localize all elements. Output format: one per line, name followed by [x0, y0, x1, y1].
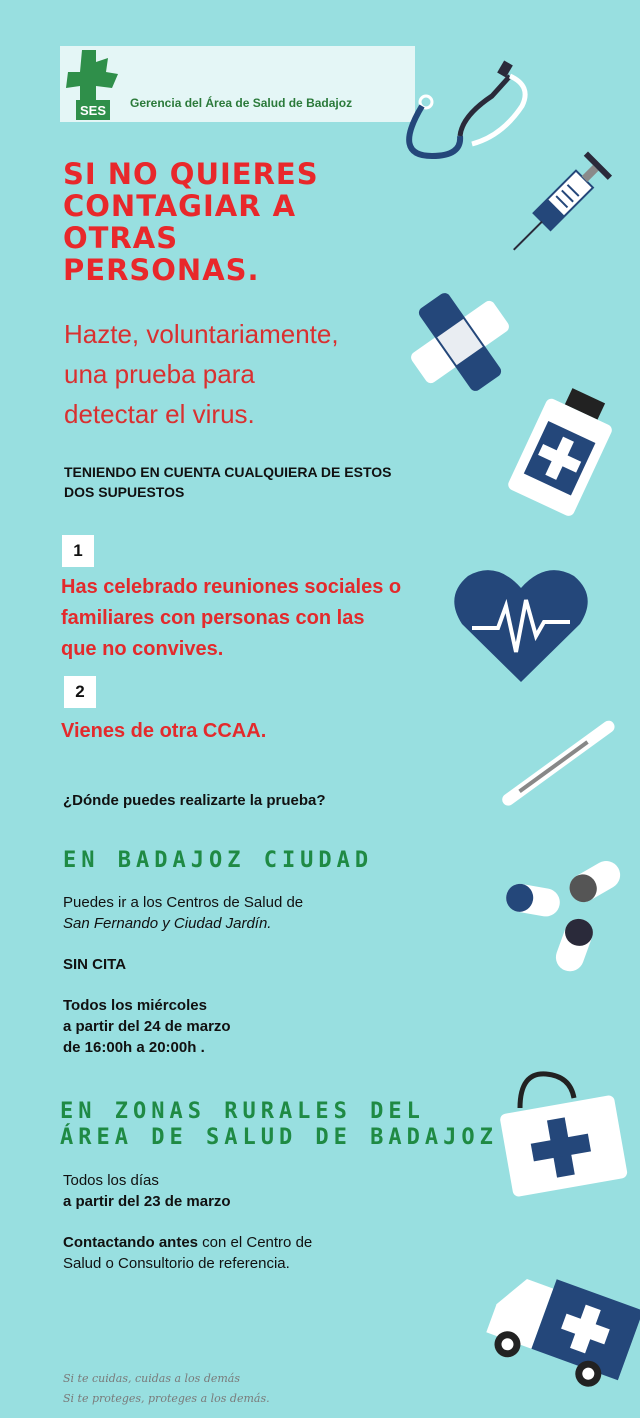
- item-text-2: Vienes de otra CCAA.: [61, 720, 267, 742]
- footer-line-1: Si te cuidas, cuidas a los demás: [63, 1372, 241, 1385]
- main-title: SI NO QUIERES CONTAGIAR A OTRAS PERSONAS.: [63, 157, 319, 287]
- ses-logo: [62, 48, 122, 122]
- pills-icon: [502, 858, 624, 976]
- item-number-2: 2: [64, 676, 96, 708]
- city-heading: EN BADAJOZ CIUDAD: [63, 848, 374, 873]
- thermometer-icon: [490, 708, 630, 816]
- org-name: Gerencia del Área de Salud de Badajoz: [130, 96, 353, 110]
- ambulance-icon: [484, 1270, 640, 1388]
- medicine-bottle-icon: [505, 386, 621, 516]
- item-number-1: 1: [62, 535, 94, 567]
- syringe-icon: [496, 148, 622, 264]
- rural-heading: EN ZONAS RURALES DEL ÁREA DE SALUD DE BADAJOZ: [60, 1099, 498, 1150]
- city-info: Puedes ir a los Centros de Salud de San Fernando y Ciudad Jardín.: [63, 894, 304, 932]
- item-text-1: Has celebrado reuniones sociales o familiares con personas con las que no convives.: [61, 576, 402, 660]
- rural-contact: Contactando antes con el Centro de Salud o Consultorio de referencia.: [63, 1234, 313, 1272]
- sin-cita: SIN CITA: [63, 956, 127, 973]
- svg-text:SES: SES: [79, 103, 107, 118]
- footer-line-2: Si te proteges, proteges a los demás.: [63, 1392, 270, 1405]
- conditions-note: TENIENDO EN CUENTA CUALQUIERA DE ESTOS DOS SUPUESTOS: [64, 464, 392, 500]
- first-aid-kit-icon: [496, 1068, 632, 1198]
- rural-schedule: Todos los días a partir del 23 de marzo: [63, 1172, 231, 1210]
- city-schedule: Todos los miércoles a partir del 24 de marzo de 16:00h a 20:00h .: [63, 997, 231, 1056]
- bandage-icon: [405, 290, 515, 394]
- heart-pulse-icon: [452, 566, 590, 686]
- subtitle: Hazte, voluntariamente, una prueba para detectar el virus.: [64, 319, 339, 429]
- question-text: ¿Dónde puedes realizarte la prueba?: [63, 792, 326, 809]
